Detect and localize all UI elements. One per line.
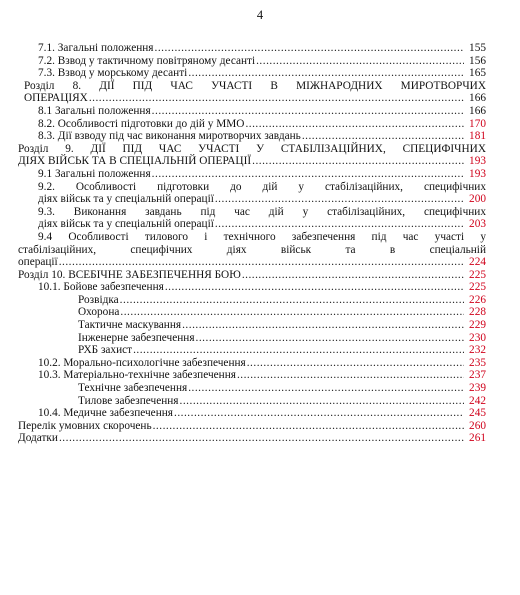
toc-entry-title: операції	[18, 256, 58, 269]
toc-entry-title: Інженерне забезпечення	[78, 331, 195, 344]
toc-entry-page: 232	[469, 344, 486, 357]
toc-entry[interactable]	[18, 294, 486, 307]
dot-leader	[59, 432, 464, 445]
toc-entry[interactable]	[18, 118, 486, 131]
dot-leader	[237, 369, 464, 382]
dot-leader	[133, 344, 464, 357]
toc-entry[interactable]	[18, 269, 486, 282]
toc-entry-page: 239	[469, 382, 486, 395]
toc-entry[interactable]	[18, 206, 486, 231]
toc-entry-title: ОПЕРАЦІЯХ	[24, 92, 88, 105]
toc-entry-title: 8.3. Дії взводу під час виконання миротворчих завдань	[38, 130, 301, 143]
toc-entry-page: 225	[469, 268, 486, 281]
toc-entry[interactable]	[18, 407, 486, 420]
toc-entry[interactable]	[18, 231, 486, 269]
toc-entry-title: 7.1. Загальні положення	[38, 42, 154, 54]
toc-entry-page: 170	[469, 117, 486, 130]
toc-entry-page: 155	[469, 42, 486, 54]
toc-entry[interactable]	[18, 55, 486, 68]
toc-entry-title-line: 9.4 Особливості тилового і технічного забезпечення під час участі у	[38, 230, 486, 243]
toc-entry-page: 203	[469, 218, 486, 231]
toc-entry-title: Перелік умовних скорочень	[18, 419, 152, 432]
dot-leader	[256, 55, 464, 68]
toc-entry-page: 260	[469, 419, 486, 432]
toc-entry[interactable]	[18, 369, 486, 382]
toc-entry[interactable]	[18, 306, 486, 319]
toc-entry-page: 226	[469, 293, 486, 306]
toc-entry[interactable]	[18, 67, 486, 80]
toc-entry-page: 261	[469, 432, 486, 445]
toc-entry-page: 193	[469, 167, 486, 180]
dot-leader	[152, 168, 464, 181]
dot-leader	[196, 332, 464, 345]
toc-entry-page: 166	[469, 104, 486, 117]
table-of-contents	[18, 42, 486, 445]
toc-entry[interactable]	[18, 281, 486, 294]
toc-entry[interactable]	[18, 357, 486, 370]
toc-entry[interactable]	[18, 181, 486, 206]
toc-entry[interactable]	[18, 332, 486, 345]
toc-entry-page: 166	[469, 92, 486, 105]
dot-leader	[215, 218, 464, 231]
toc-entry-title: Охорона	[78, 306, 120, 319]
toc-entry-page: 228	[469, 306, 486, 319]
toc-entry-title: 8.1 Загальні положення	[38, 104, 151, 117]
dot-leader	[120, 294, 464, 307]
toc-entry-title: Розвідка	[78, 293, 119, 306]
toc-entry-title: 7.3. Взвод у морському десанті	[38, 67, 188, 80]
dot-leader	[59, 256, 464, 269]
toc-entry-title: Тилове забезпечення	[78, 394, 179, 407]
toc-entry[interactable]	[18, 105, 486, 118]
toc-entry-title: Розділ 10. ВСЕБІЧНЕ ЗАБЕЗПЕЧЕННЯ БОЮ	[18, 268, 241, 281]
toc-entry[interactable]	[18, 143, 486, 168]
toc-entry[interactable]	[18, 382, 486, 395]
toc-entry-page: 235	[469, 356, 486, 369]
dot-leader	[252, 155, 464, 168]
toc-entry-title: ДІЯХ ВІЙСЬК ТА В СПЕЦІАЛЬНІЙ ОПЕРАЦІЇ	[18, 155, 252, 168]
dot-leader	[153, 420, 464, 433]
toc-entry[interactable]	[18, 319, 486, 332]
toc-entry-page: 237	[469, 369, 486, 382]
toc-entry-title: 10.2. Морально-психологічне забезпечення	[38, 356, 246, 369]
dot-leader	[215, 193, 464, 206]
toc-entry-page: 229	[469, 319, 486, 332]
toc-entry[interactable]	[18, 420, 486, 433]
dot-leader	[120, 306, 464, 319]
toc-entry[interactable]	[18, 80, 486, 105]
toc-entry-title: 9.1 Загальні положення	[38, 167, 151, 180]
toc-entry[interactable]	[18, 168, 486, 181]
dot-leader	[245, 118, 464, 131]
dot-leader	[180, 395, 464, 408]
toc-entry-title: 10.3. Матеріально-технічне забезпечення	[38, 369, 236, 382]
dot-leader	[182, 319, 464, 332]
toc-entry-page: 245	[469, 407, 486, 420]
toc-entry-title: РХБ захист	[78, 344, 133, 357]
toc-entry-page: 156	[469, 54, 486, 67]
toc-entry-title-line: 9.3. Виконання завдань під час дій у стабілізаційних, специфічних	[38, 205, 486, 218]
dot-leader	[152, 105, 464, 118]
toc-entry-title: 8.2. Особливості підготовки до дій у ММО	[38, 117, 245, 130]
toc-entry-page: 200	[469, 193, 486, 206]
toc-entry-page: 230	[469, 331, 486, 344]
dot-leader	[89, 92, 464, 105]
toc-entry-page: 225	[469, 281, 486, 294]
toc-entry-page: 165	[469, 67, 486, 80]
toc-entry[interactable]	[18, 42, 486, 55]
dot-leader	[247, 357, 464, 370]
toc-entry-title-line: Розділ 9. ДІЇ ПІД ЧАС УЧАСТІ У СТАБІЛІЗАЦІЙНИХ, СПЕЦИФІЧНИХ	[18, 142, 486, 155]
dot-leader	[188, 67, 464, 80]
page-number: 4	[256, 8, 264, 22]
toc-entry-title: Тактичне маскування	[78, 319, 182, 332]
toc-entry-title: 7.2. Взвод у тактичному повітряному десанті	[38, 54, 256, 67]
toc-entry-title: 10.1. Бойове забезпечення	[38, 281, 164, 294]
toc-entry[interactable]	[18, 432, 486, 445]
toc-entry[interactable]	[18, 344, 486, 357]
toc-entry-page: 242	[469, 394, 486, 407]
toc-entry-title-line: 9.2. Особливості підготовки до дій у стабілізаційних, специфічних	[38, 180, 486, 193]
toc-entry-title-line: стабілізаційних, специфічних діях військ та в спеціальній	[18, 243, 486, 256]
dot-leader	[165, 281, 464, 294]
toc-entry[interactable]	[18, 395, 486, 408]
toc-entry-title: діях військ та у спеціальній операції	[38, 193, 214, 206]
dot-leader	[155, 42, 465, 55]
dot-leader	[302, 130, 464, 143]
toc-entry-title-line: Розділ 8. ДІЇ ПІД ЧАС УЧАСТІ В МІЖНАРОДНИХ МИРОТВОРЧИХ	[24, 79, 486, 92]
toc-entry-title: діях військ та у спеціальній операції	[38, 218, 214, 231]
toc-entry-page: 181	[469, 130, 486, 143]
toc-entry-page: 193	[469, 155, 486, 168]
dot-leader	[174, 407, 464, 420]
toc-entry[interactable]	[18, 130, 486, 143]
toc-entry-title: 10.4. Медичне забезпечення	[38, 407, 173, 420]
toc-entry-title: Додатки	[18, 432, 58, 445]
dot-leader	[188, 382, 464, 395]
toc-entry-title: Технічне забезпечення	[78, 382, 188, 395]
dot-leader	[242, 269, 464, 282]
toc-entry-page: 224	[469, 256, 486, 269]
